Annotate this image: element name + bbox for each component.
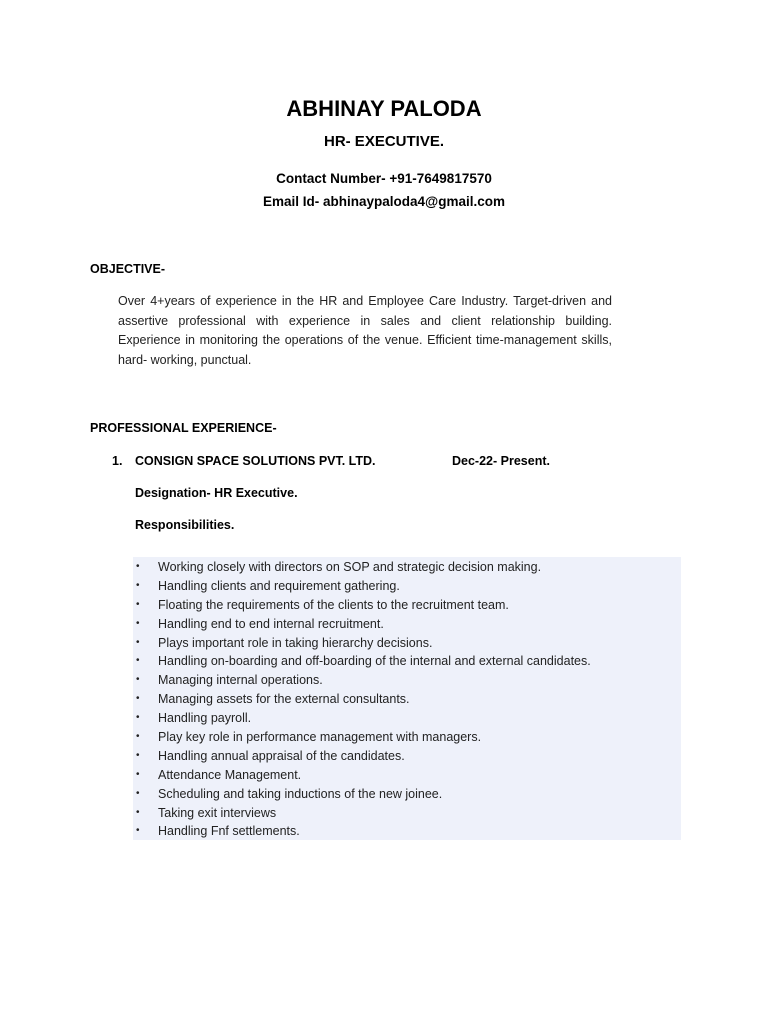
job-date: Dec-22- Present.	[452, 454, 550, 468]
responsibility-text: Handling payroll.	[158, 711, 252, 726]
company-name: CONSIGN SPACE SOLUTIONS PVT. LTD.	[135, 454, 376, 468]
objective-text: Over 4+years of experience in the HR and Employee Care Industry. Target-driven and assertive professional with experience in sales and client relationship building. Experience in monitoring the operations of the venue. Efficient time-management skills, hard- working, punctual.	[118, 294, 612, 367]
responsibility-text: Taking exit interviews	[158, 805, 277, 820]
responsibility-text: Handling Fnf settlements.	[158, 824, 300, 839]
responsibility-text: Working closely with directors on SOP and strategic decision making.	[158, 560, 542, 574]
responsibility-item	[133, 728, 681, 747]
responsibility-item	[133, 747, 681, 766]
responsibility-text: Floating the requirements of the clients to the recruitment team.	[158, 597, 509, 612]
responsibility-item	[133, 652, 681, 671]
responsibilities-box	[133, 557, 681, 840]
bullet-icon: •	[136, 598, 140, 610]
email-address: Email Id- abhinaypaloda4@gmail.com	[263, 194, 505, 209]
responsibility-item	[133, 634, 681, 653]
responsibility-item	[133, 709, 681, 728]
responsibility-item	[133, 804, 681, 823]
responsibility-text: Handling annual appraisal of the candidates.	[158, 748, 405, 763]
responsibility-item	[133, 785, 681, 804]
experience-heading: PROFESSIONAL EXPERIENCE-	[90, 421, 277, 435]
responsibility-text: Scheduling and taking inductions of the new joinee.	[158, 786, 443, 801]
responsibilities-heading: Responsibilities.	[135, 518, 235, 532]
responsibility-item	[133, 558, 681, 577]
responsibilities-list	[133, 558, 681, 841]
bullet-icon: •	[136, 636, 140, 648]
bullet-icon: •	[136, 825, 140, 837]
responsibility-item	[133, 766, 681, 785]
bullet-icon: •	[136, 806, 140, 818]
designation: Designation- HR Executive.	[135, 486, 298, 500]
bullet-icon: •	[136, 674, 140, 686]
contact-number: Contact Number- +91-7649817570	[276, 171, 492, 186]
responsibility-item	[133, 671, 681, 690]
job-title: HR- EXECUTIVE.	[323, 133, 444, 150]
responsibility-text: Managing internal operations.	[158, 673, 323, 688]
candidate-name: ABHINAY PALODA	[286, 96, 482, 121]
bullet-icon: •	[136, 617, 140, 629]
responsibility-item	[133, 690, 681, 709]
responsibility-text: Handling end to end internal recruitment.	[158, 616, 384, 631]
bullet-icon: •	[136, 712, 140, 724]
responsibility-item	[133, 822, 681, 841]
bullet-icon: •	[136, 768, 140, 780]
responsibility-text: Handling on-boarding and off-boarding of the internal and external candidates.	[158, 654, 591, 669]
bullet-icon: •	[136, 655, 140, 667]
bullet-icon: •	[136, 561, 140, 572]
job-number: 1.	[112, 454, 123, 468]
bullet-icon: •	[136, 579, 140, 591]
responsibility-text: Plays important role in taking hierarchy decisions.	[158, 635, 433, 650]
responsibility-text: Play key role in performance management with managers.	[158, 730, 482, 745]
bullet-icon: •	[136, 749, 140, 761]
responsibility-item	[133, 615, 681, 634]
responsibility-text: Managing assets for the external consultants.	[158, 692, 410, 707]
responsibility-item	[133, 596, 681, 615]
objective-heading: OBJECTIVE-	[90, 262, 166, 276]
bullet-icon: •	[136, 731, 140, 743]
bullet-icon: •	[136, 693, 140, 705]
responsibility-text: Handling clients and requirement gathering.	[158, 578, 400, 593]
responsibility-item	[133, 577, 681, 596]
bullet-icon: •	[136, 787, 140, 799]
responsibility-text: Attendance Management.	[158, 767, 302, 782]
